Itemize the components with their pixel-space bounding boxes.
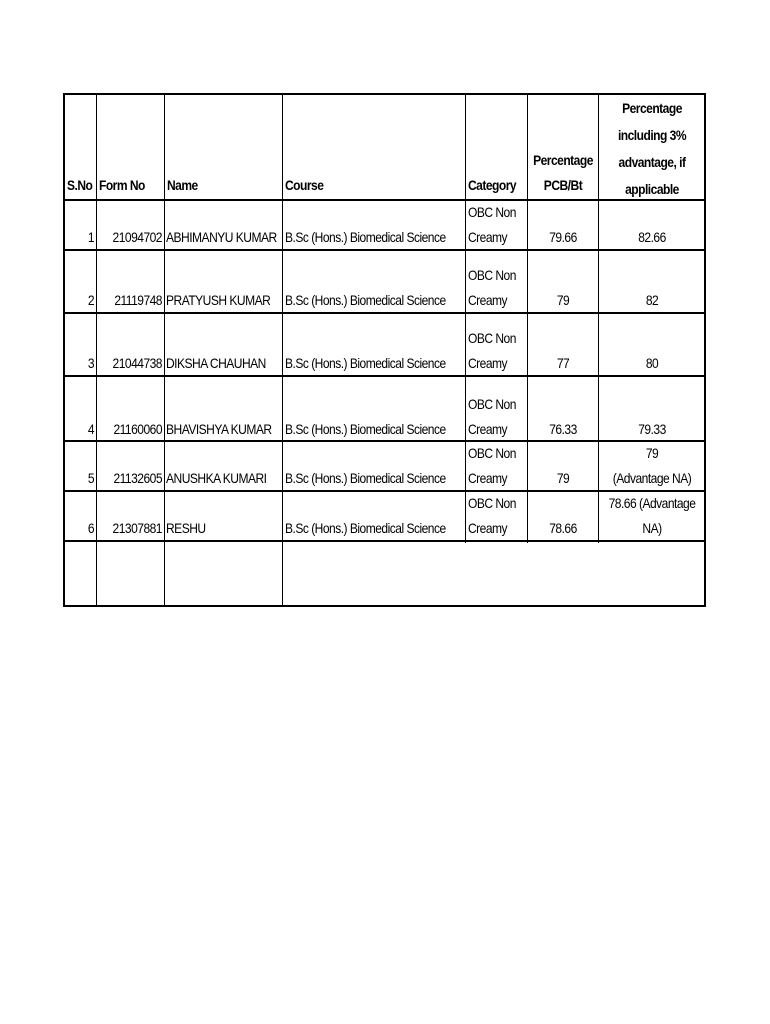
cell-name: RESHU bbox=[166, 520, 206, 536]
cell-category bbox=[468, 441, 516, 491]
cell-percentage: 79.66 bbox=[549, 229, 577, 245]
header-line: PCB/Bt bbox=[543, 177, 583, 193]
cell-sno: 4 bbox=[87, 421, 94, 437]
cell-name: ANUSHKA KUMARI bbox=[166, 470, 267, 486]
cell-line: OBC Non bbox=[468, 445, 516, 461]
cell-line: 79.33 bbox=[638, 421, 666, 437]
cell-percentage: 79 bbox=[556, 292, 570, 308]
header-percentage-advantage bbox=[606, 95, 697, 203]
header-percentage-pcb bbox=[533, 148, 593, 198]
cell-line: 79 bbox=[645, 445, 659, 461]
col-divider bbox=[96, 95, 97, 607]
cell-form-no: 21094702 bbox=[112, 229, 162, 245]
cell-course: B.Sc (Hons.) Biomedical Science bbox=[285, 520, 446, 536]
col-divider bbox=[465, 95, 466, 543]
col-divider bbox=[282, 95, 283, 607]
cell-name: PRATYUSH KUMAR bbox=[166, 292, 271, 308]
cell-percentage: 77 bbox=[556, 355, 570, 371]
cell-category bbox=[468, 200, 516, 250]
cell-advantage bbox=[606, 351, 697, 376]
col-divider bbox=[527, 95, 528, 543]
cell-sno: 1 bbox=[87, 229, 94, 245]
cell-course: B.Sc (Hons.) Biomedical Science bbox=[285, 292, 446, 308]
cell-line: OBC Non bbox=[468, 330, 516, 346]
results-table bbox=[63, 93, 706, 607]
header-sno: S.No bbox=[67, 177, 93, 193]
cell-form-no: 21132605 bbox=[113, 470, 162, 486]
cell-sno: 3 bbox=[87, 355, 94, 371]
cell-sno: 6 bbox=[87, 520, 94, 536]
cell-line: 78.66 (Advantage bbox=[608, 495, 696, 511]
cell-name: DIKSHA CHAUHAN bbox=[166, 355, 266, 371]
cell-line: OBC Non bbox=[468, 204, 516, 220]
cell-course: B.Sc (Hons.) Biomedical Science bbox=[285, 470, 446, 486]
cell-advantage bbox=[606, 491, 697, 541]
cell-percentage: 76.33 bbox=[549, 421, 577, 437]
cell-course: B.Sc (Hons.) Biomedical Science bbox=[285, 421, 446, 437]
cell-form-no: 21160060 bbox=[113, 421, 162, 437]
cell-line: (Advantage NA) bbox=[612, 470, 692, 486]
header-category: Category bbox=[468, 177, 517, 193]
cell-course: B.Sc (Hons.) Biomedical Science bbox=[285, 355, 446, 371]
header-line: applicable bbox=[625, 181, 679, 197]
cell-line: Creamy bbox=[468, 355, 508, 371]
cell-line: Creamy bbox=[468, 229, 508, 245]
header-form-no: Form No bbox=[99, 177, 145, 193]
header-name: Name bbox=[167, 177, 198, 193]
cell-sno: 2 bbox=[87, 292, 94, 308]
cell-advantage bbox=[606, 441, 697, 491]
cell-line: OBC Non bbox=[468, 396, 516, 412]
cell-advantage bbox=[606, 225, 697, 250]
cell-line: OBC Non bbox=[468, 267, 516, 283]
cell-line: 80 bbox=[645, 355, 659, 371]
cell-sno: 5 bbox=[87, 470, 94, 486]
header-line: Percentage bbox=[622, 100, 682, 116]
cell-category bbox=[468, 263, 516, 313]
cell-name: ABHIMANYU KUMAR bbox=[166, 229, 277, 245]
col-divider bbox=[164, 95, 165, 607]
header-course: Course bbox=[285, 177, 324, 193]
cell-percentage: 79 bbox=[556, 470, 570, 486]
cell-percentage: 78.66 bbox=[549, 520, 577, 536]
header-line: Percentage bbox=[533, 152, 593, 168]
cell-line: Creamy bbox=[468, 421, 508, 437]
cell-advantage bbox=[606, 417, 697, 442]
cell-form-no: 21119748 bbox=[114, 292, 162, 308]
cell-line: Creamy bbox=[468, 292, 508, 308]
cell-category bbox=[468, 392, 516, 442]
col-divider bbox=[598, 95, 599, 543]
cell-category bbox=[468, 491, 516, 541]
cell-advantage bbox=[606, 288, 697, 313]
cell-line: 82 bbox=[645, 292, 659, 308]
cell-line: 82.66 bbox=[638, 229, 666, 245]
cell-line: OBC Non bbox=[468, 495, 516, 511]
cell-category bbox=[468, 326, 516, 376]
cell-line: NA) bbox=[642, 520, 662, 536]
cell-form-no: 21307881 bbox=[112, 520, 162, 536]
header-line: advantage, if bbox=[618, 154, 686, 170]
cell-line: Creamy bbox=[468, 470, 508, 486]
cell-name: BHAVISHYA KUMAR bbox=[166, 421, 272, 437]
cell-course: B.Sc (Hons.) Biomedical Science bbox=[285, 229, 446, 245]
header-line: including 3% bbox=[617, 127, 687, 143]
cell-line: Creamy bbox=[468, 520, 508, 536]
cell-form-no: 21044738 bbox=[112, 355, 162, 371]
